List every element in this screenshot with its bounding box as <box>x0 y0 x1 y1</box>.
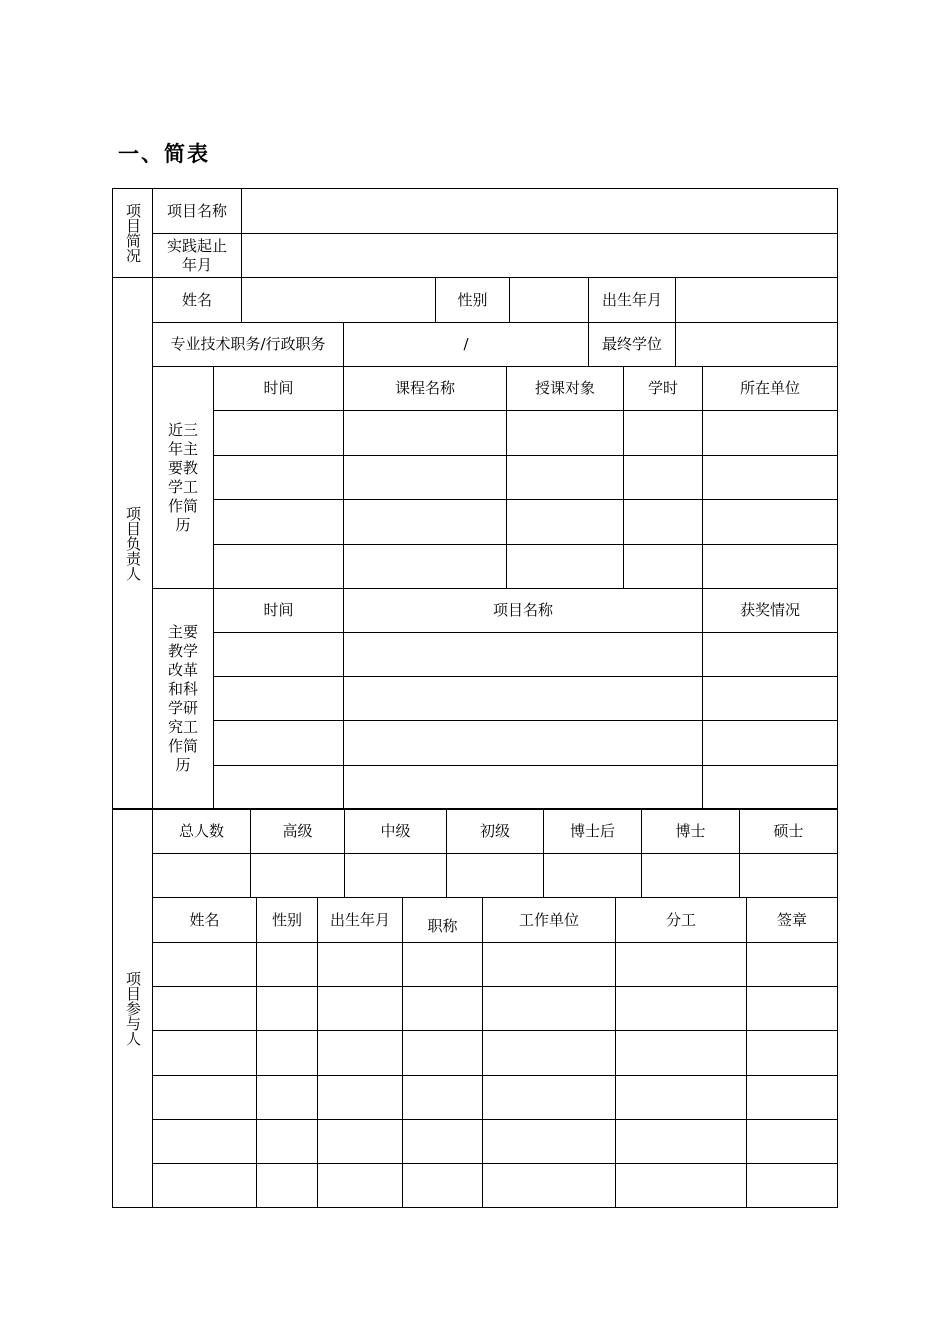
project-leader-section <box>112 277 838 810</box>
research-col-awards: 获奖情况 <box>739 601 800 619</box>
teaching-col-time: 时间 <box>263 379 294 397</box>
project-overview-section <box>112 188 838 278</box>
leader-title-label: 专业技术职务/行政职务 <box>170 335 326 353</box>
member-col-name: 姓名 <box>189 910 220 929</box>
leader-degree-label: 最终学位 <box>601 335 662 353</box>
leader-birth-label: 出生年月 <box>601 290 662 309</box>
stats-col-senior: 高级 <box>282 821 313 840</box>
research-col-project: 项目名称 <box>492 601 553 619</box>
leader-birth-field[interactable] <box>676 278 837 322</box>
stats-col-intermediate: 中级 <box>380 821 411 840</box>
stats-col-total: 总人数 <box>178 821 224 840</box>
member-col-employer: 工作单位 <box>518 910 579 929</box>
page-heading: 一、简表 <box>118 142 210 166</box>
project-name-label: 项目名称 <box>166 201 227 220</box>
leader-section-label: 项目负责人 <box>124 506 142 581</box>
member-col-signature: 签章 <box>776 910 807 929</box>
leader-name-field[interactable] <box>242 278 435 322</box>
project-participants-section <box>112 808 838 1208</box>
member-col-role: 分工 <box>665 910 696 929</box>
teaching-col-audience: 授课对象 <box>534 379 595 397</box>
leader-name-label: 姓名 <box>181 290 212 309</box>
practice-period-field[interactable] <box>242 234 837 277</box>
member-col-title: 职称 <box>427 916 458 935</box>
teaching-col-unit: 所在单位 <box>739 379 800 397</box>
leader-gender-field[interactable] <box>510 278 588 322</box>
teaching-history-label: 近三年主要教学工作简历 <box>167 420 198 534</box>
overview-section-label: 项目简况 <box>124 203 142 263</box>
project-name-field[interactable] <box>242 189 837 233</box>
practice-period-label: 实践起止年月 <box>166 236 227 274</box>
teaching-col-hours: 学时 <box>647 379 678 397</box>
leader-title-field[interactable]: / <box>463 335 469 353</box>
stats-col-phd: 博士 <box>675 821 706 840</box>
research-history-label: 主要教学改革和科学研究工作简历 <box>167 623 198 774</box>
teaching-col-course: 课程名称 <box>394 379 455 397</box>
member-col-birth: 出生年月 <box>329 910 390 929</box>
leader-gender-label: 性别 <box>457 290 488 309</box>
stats-col-postdoc: 博士后 <box>569 821 615 840</box>
research-col-time: 时间 <box>263 601 294 619</box>
stats-col-junior: 初级 <box>479 821 510 840</box>
participants-section-label: 项目参与人 <box>124 970 142 1046</box>
stats-col-master: 硕士 <box>773 821 804 840</box>
leader-degree-field[interactable] <box>676 323 837 366</box>
member-col-gender: 性别 <box>271 910 302 929</box>
